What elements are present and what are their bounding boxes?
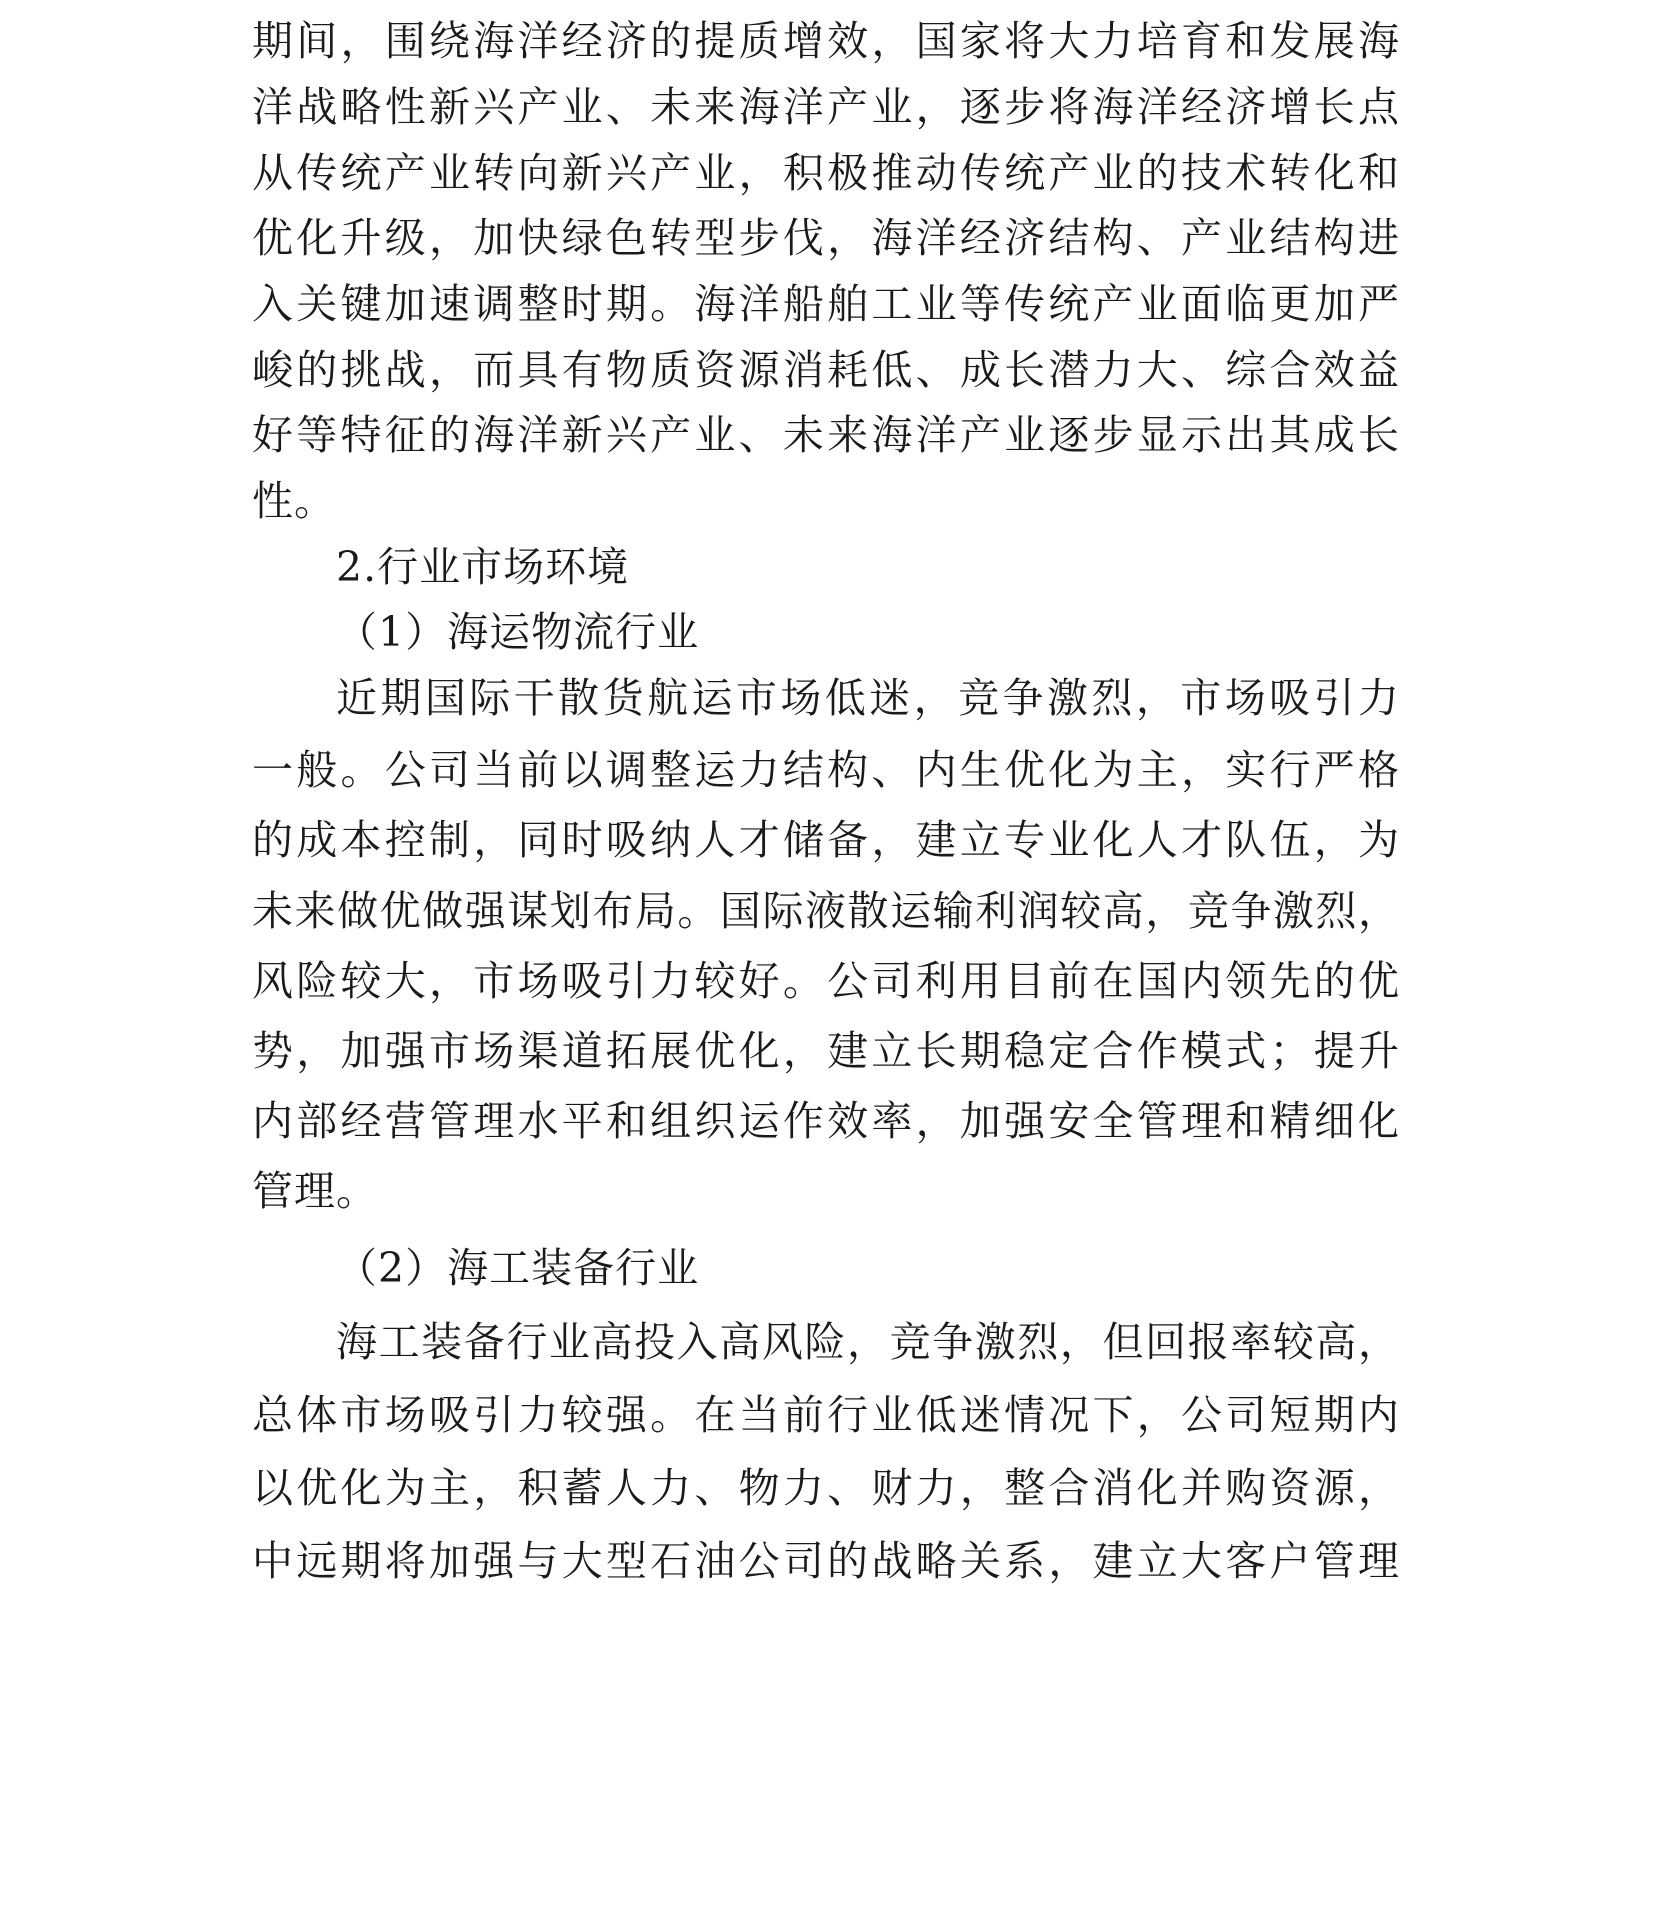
paragraph-2-line-8: 管理。 bbox=[252, 1167, 378, 1215]
paragraph-1-line-4: 优化升级，加快绿色转型步伐，海洋经济结构、产业结构进 bbox=[252, 214, 1400, 262]
paragraph-1-line-3: 从传统产业转向新兴产业，积极推动传统产业的技术转化和 bbox=[252, 149, 1400, 197]
paragraph-1-line-6: 峻的挑战，而具有物质资源消耗低、成长潜力大、综合效益 bbox=[252, 346, 1400, 394]
paragraph-1-line-1: 期间，围绕海洋经济的提质增效，国家将大力培育和发展海 bbox=[252, 17, 1400, 65]
section-heading: 2.行业市场环境 bbox=[336, 543, 630, 591]
paragraph-3-line-4: 中远期将加强与大型石油公司的战略关系，建立大客户管理 bbox=[252, 1537, 1400, 1585]
paragraph-2-line-3: 的成本控制，同时吸纳人才储备，建立专业化人才队伍，为 bbox=[252, 816, 1400, 864]
paragraph-2-line-5: 风险较大，市场吸引力较好。公司利用目前在国内领先的优 bbox=[252, 957, 1400, 1005]
paragraph-1-line-7: 好等特征的海洋新兴产业、未来海洋产业逐步显示出其成长 bbox=[252, 411, 1400, 459]
subsection-heading-2: （2）海工装备行业 bbox=[336, 1244, 700, 1292]
paragraph-3-line-2: 总体市场吸引力较强。在当前行业低迷情况下，公司短期内 bbox=[252, 1391, 1400, 1439]
paragraph-1-line-5: 入关键加速调整时期。海洋船舶工业等传统产业面临更加严 bbox=[252, 280, 1400, 328]
paragraph-2-line-6: 势，加强市场渠道拓展优化，建立长期稳定合作模式；提升 bbox=[252, 1027, 1400, 1075]
paragraph-2-line-7: 内部经营管理水平和组织运作效率，加强安全管理和精细化 bbox=[252, 1097, 1400, 1145]
subsection-heading-1: （1）海运物流行业 bbox=[336, 608, 700, 656]
paragraph-2-line-4: 未来做优做强谋划布局。国际液散运输利润较高，竞争激烈， bbox=[252, 887, 1400, 935]
paragraph-1-line-8: 性。 bbox=[252, 477, 336, 525]
paragraph-3-line-3: 以优化为主，积蓄人力、物力、财力，整合消化并购资源， bbox=[252, 1464, 1400, 1512]
paragraph-1-line-2: 洋战略性新兴产业、未来海洋产业，逐步将海洋经济增长点 bbox=[252, 83, 1400, 131]
paragraph-2-line-2: 一般。公司当前以调整运力结构、内生优化为主，实行严格 bbox=[252, 746, 1400, 794]
paragraph-3-line-1: 海工装备行业高投入高风险，竞争激烈，但回报率较高， bbox=[336, 1318, 1400, 1366]
paragraph-2-line-1: 近期国际干散货航运市场低迷，竞争激烈，市场吸引力 bbox=[336, 674, 1400, 722]
